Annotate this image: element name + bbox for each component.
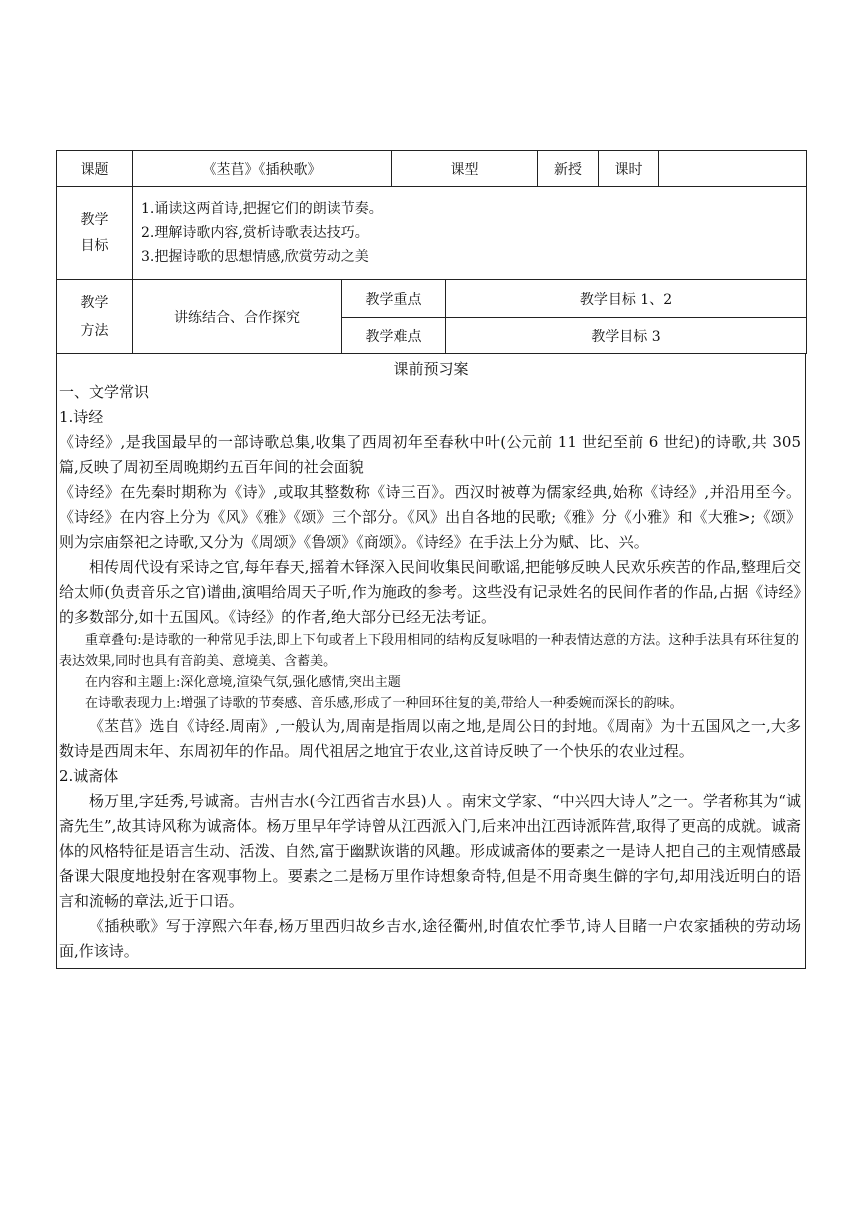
type-label: 课型 bbox=[392, 151, 538, 187]
lesson-title: 《苤苢》《插秧歌》 bbox=[133, 151, 392, 187]
goal-item: 2.理解诗歌内容,赏析诗歌表达技巧。 bbox=[141, 225, 369, 241]
difficulty-label: 教学难点 bbox=[342, 318, 446, 354]
heading-literary-knowledge: 一、文学常识 bbox=[59, 383, 150, 401]
goal-item: 1.诵读这两首诗,把握它们的朗读节奏。 bbox=[141, 201, 383, 217]
hours-value bbox=[659, 151, 807, 187]
preview-section bbox=[56, 354, 806, 969]
lesson-plan-document bbox=[56, 150, 806, 969]
method-value: 讲练结合、合作探究 bbox=[133, 280, 342, 354]
goals-label-line2: 目标 bbox=[80, 238, 109, 254]
paragraph: 《诗经》在先秦时期称为《诗》,或取其整数称《诗三百》。西汉时被尊为儒家经典,始称《诗经》,并沿用至今。《诗经》在内容上分为《风》《雅》《颂》三个部分。《风》出自各地的民歌;《雅》分《小雅》和《大雅>;《颂》则为宗庙祭祀之诗歌,又分为《周颂》《鲁颂》《商颂》。《诗经》在手法上分为赋、比、兴。 bbox=[59, 483, 801, 551]
method-label-line2: 方法 bbox=[80, 322, 109, 339]
goals-label-line1: 教学 bbox=[80, 212, 109, 228]
heading-chengzhai-style: 2.诚斋体 bbox=[59, 767, 119, 785]
goals-label bbox=[57, 187, 133, 280]
paragraph: 相传周代设有采诗之官,每年春天,摇着木铎深入民间收集民间歌谣,把能够反映人民欢乐疾苦的作品,整理后交给太师(负责音乐之官)谱曲,演唱给周天子听,作为施政的参考。这些没有记录姓名的民间作者的作品,占据《诗经》的多数部分,如十五国风。《诗经》的作者,绝大部分已经无法考证。 bbox=[59, 558, 801, 626]
lesson-header-table bbox=[56, 150, 807, 354]
lesson-label: 课题 bbox=[57, 151, 133, 187]
goal-item: 3.把握诗歌的思想情感,欣赏劳动之美 bbox=[141, 249, 369, 265]
paragraph: 《苤苢》选自《诗经.周南》,一般认为,周南是指周以南之地,是周公日的封地。《周南》为十五国风之一,大多数诗是西周末年、东周初年的作品。周代祖居之地宜于农业,这首诗反映了一个快乐的农业过程。 bbox=[59, 717, 801, 760]
key-value: 教学目标 1、2 bbox=[446, 280, 807, 318]
paragraph: 《插秧歌》写于淳熙六年春,杨万里西归故乡吉水,途径衢州,时值农忙季节,诗人目睹一户农家插秧的劳动场面,作该诗。 bbox=[59, 917, 801, 960]
method-label bbox=[57, 280, 133, 354]
paragraph: 在内容和主题上:深化意境,渲染气氛,强化感情,突出主题 bbox=[85, 675, 401, 690]
paragraph: 在诗歌表现力上:增强了诗歌的节奏感、音乐感,形成了一种回环往复的美,带给人一种委婉而深长的韵味。 bbox=[85, 696, 683, 711]
method-label-line1: 教学 bbox=[80, 294, 109, 311]
paragraph: 《诗经》,是我国最早的一部诗歌总集,收集了西周初年至春秋中叶(公元前 11 世纪至前 6 世纪)的诗歌,共 305 篇,反映了周初至周晚期约五百年间的社会面貌 bbox=[59, 433, 801, 476]
type-value: 新授 bbox=[538, 151, 599, 187]
paragraph: 杨万里,字廷秀,号诚斋。吉州吉水(今江西省吉水县)人 。南宋文学家、“中兴四大诗人”之一。学者称其为“诚斋先生”,故其诗风称为诚斋体。杨万里早年学诗曾从江西派入门,后来冲出江西诗派阵营,取得了更高的成就。诚斋体的风格特征是语言生动、活泼、自然,富于幽默诙谐的风趣。形成诚斋体的要素之一是诗人把自己的主观情感最备课大限度地投射在客观事物上。要素之二是杨万里作诗想象奇特,但是不用奇奥生僻的字句,却用浅近明白的语言和流畅的章法,近于口语。 bbox=[59, 792, 801, 910]
goals-cell bbox=[133, 187, 807, 280]
heading-shijing: 1.诗经 bbox=[59, 408, 104, 426]
section-title: 课前预习案 bbox=[393, 360, 469, 378]
difficulty-value: 教学目标 3 bbox=[446, 318, 807, 354]
paragraph: 重章叠句:是诗歌的一种常见手法,即上下句或者上下段用相同的结构反复咏唱的一种表情达意的方法。这种手法具有环往复的表达效果,同时也具有音韵美、意境美、含蓄美。 bbox=[59, 633, 799, 669]
key-label: 教学重点 bbox=[342, 280, 446, 318]
hours-label: 课时 bbox=[599, 151, 659, 187]
